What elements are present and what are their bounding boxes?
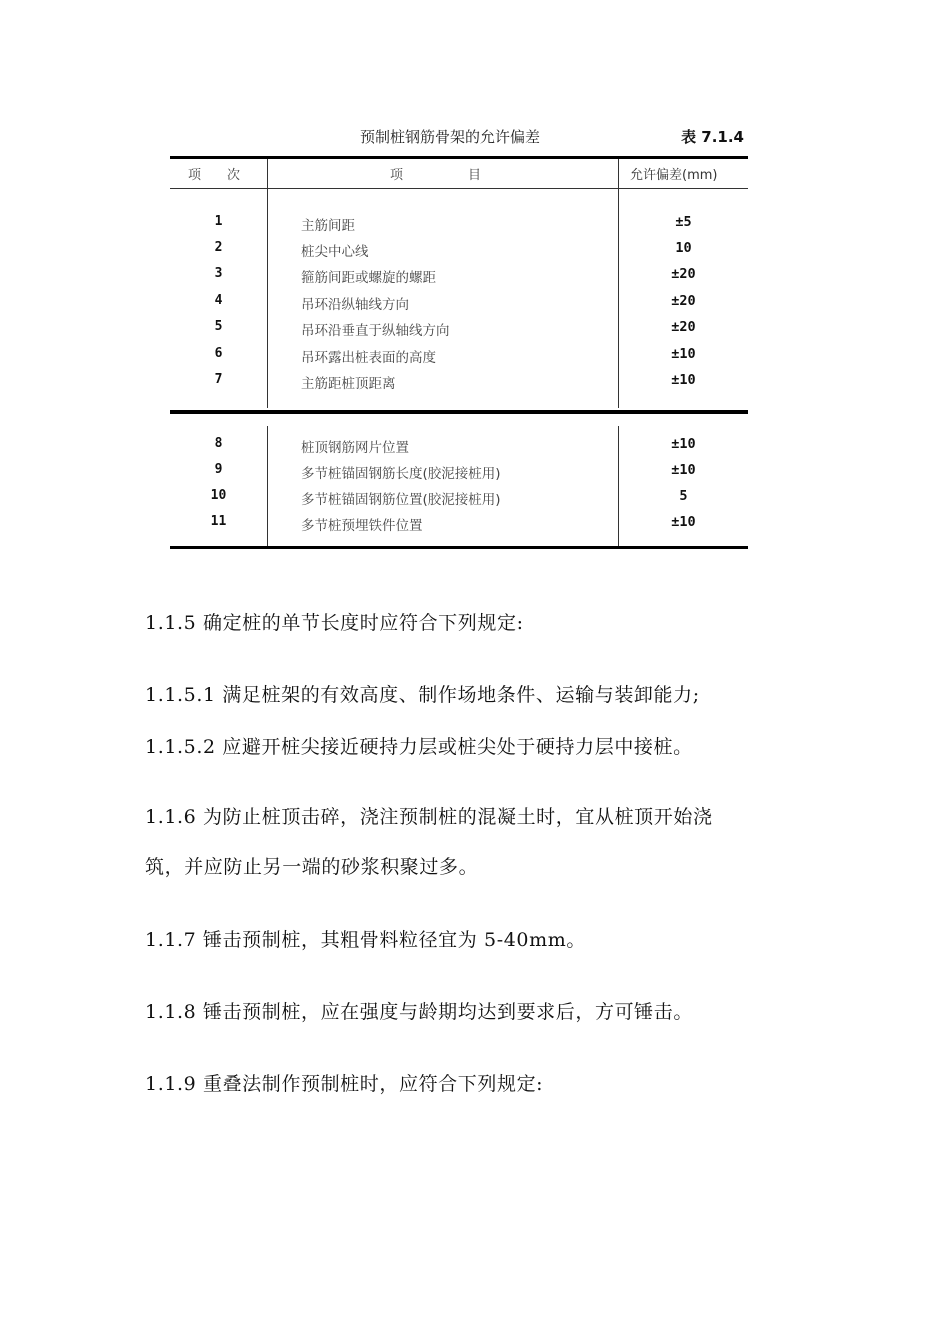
table-top-rule (170, 156, 748, 159)
row-2-item: 桩尖中心线 (301, 244, 369, 260)
row-4-tolerance: ±20 (671, 293, 696, 309)
table-header-rule (170, 188, 748, 189)
clause-1-1-8: 1.1.8 锤击预制桩，应在强度与龄期均达到要求后，方可锤击。 (145, 1001, 693, 1023)
table-caption (170, 126, 748, 152)
table-vline-1a (267, 159, 268, 408)
row-2-tolerance: 10 (675, 240, 692, 256)
row-7-no: 7 (214, 372, 223, 387)
clause-1-1-6-line-1: 1.1.6 为防止桩顶击碎，浇注预制桩的混凝土时，宜从桩顶开始浇 (145, 806, 713, 828)
clause-1-1-9: 1.1.9 重叠法制作预制桩时，应符合下列规定: (145, 1073, 544, 1095)
row-4-no: 4 (214, 293, 223, 308)
row-2-no: 2 (214, 240, 223, 255)
clause-1-1-6-line-2: 筑，并应防止另一端的砂浆积聚过多。 (145, 856, 479, 878)
row-5-no: 5 (214, 319, 223, 334)
table-middle-rule (170, 410, 748, 414)
table-number: 表 7.1.4 (681, 128, 744, 146)
clause-1-1-5-1: 1.1.5.1 满足桩架的有效高度、制作场地条件、运输与装卸能力; (145, 684, 700, 706)
row-5-item: 吊环沿垂直于纵轴线方向 (301, 323, 450, 339)
row-11-tolerance: ±10 (671, 514, 696, 530)
row-9-item: 多节桩锚固钢筋长度(胶泥接桩用) (301, 466, 501, 482)
row-9-tolerance: ±10 (671, 462, 696, 478)
row-4-item: 吊环沿纵轴线方向 (301, 297, 409, 313)
row-1-no: 1 (214, 214, 223, 229)
table-vline-1b (267, 426, 268, 546)
row-6-item: 吊环露出桩表面的高度 (301, 350, 436, 366)
row-1-item: 主筋间距 (301, 218, 355, 234)
row-11-item: 多节桩预埋铁件位置 (301, 518, 423, 534)
clause-1-1-7: 1.1.7 锤击预制桩，其粗骨料粒径宜为 5-40mm。 (145, 929, 586, 951)
row-9-no: 9 (214, 462, 223, 477)
row-10-no: 10 (210, 488, 227, 503)
header-no: 项 次 (188, 168, 241, 183)
row-3-tolerance: ±20 (671, 266, 696, 282)
header-tolerance: 允许偏差(mm) (630, 168, 718, 183)
row-7-item: 主筋距桩顶距离 (301, 376, 396, 392)
row-5-tolerance: ±20 (671, 319, 696, 335)
row-3-no: 3 (214, 266, 223, 281)
clause-1-1-5-2: 1.1.5.2 应避开桩尖接近硬持力层或桩尖处于硬持力层中接桩。 (145, 736, 693, 758)
row-10-tolerance: 5 (679, 488, 688, 504)
clause-1-1-5: 1.1.5 确定桩的单节长度时应符合下列规定: (145, 612, 524, 634)
row-6-no: 6 (214, 346, 223, 361)
row-3-item: 箍筋间距或螺旋的螺距 (301, 270, 436, 286)
row-1-tolerance: ±5 (675, 214, 692, 230)
header-item: 项 目 (390, 168, 482, 183)
row-6-tolerance: ±10 (671, 346, 696, 362)
row-7-tolerance: ±10 (671, 372, 696, 388)
row-10-item: 多节桩锚固钢筋位置(胶泥接桩用) (301, 492, 501, 508)
table-vline-2a (618, 159, 619, 408)
row-8-tolerance: ±10 (671, 436, 696, 452)
row-8-item: 桩顶钢筋网片位置 (301, 440, 409, 456)
row-11-no: 11 (210, 514, 227, 529)
tolerance-table (170, 156, 748, 550)
table-bottom-rule (170, 546, 748, 549)
table-title: 预制桩钢筋骨架的允许偏差 (360, 128, 541, 146)
row-8-no: 8 (214, 436, 223, 451)
